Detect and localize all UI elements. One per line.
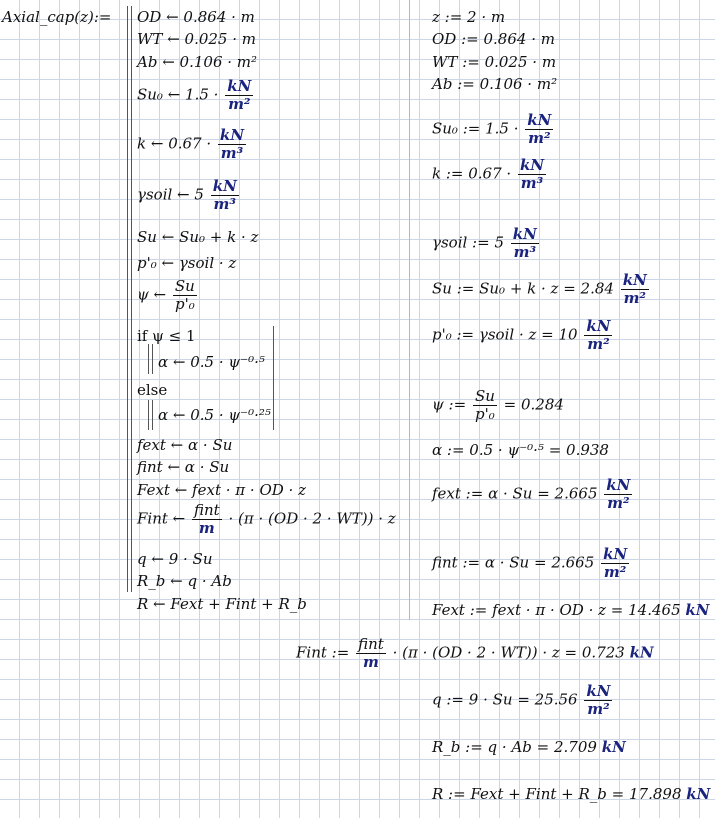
res-wt[interactable]: WT := 0.025 · m	[432, 53, 557, 71]
if-branch-bar-1	[148, 344, 149, 374]
res-psi-rhs: = 0.284	[503, 395, 564, 414]
res-gamma[interactable]	[432, 226, 541, 261]
res-Fint-rhs: · (π · (OD · 2 · WT)) · z = 0.723	[392, 643, 625, 662]
unit-den: m²	[528, 129, 551, 147]
res-fext[interactable]	[432, 477, 634, 512]
if-block-bar	[273, 326, 274, 430]
res-r-unit: kN	[686, 785, 711, 803]
res-r[interactable]	[432, 785, 710, 803]
res-gamma-lhs: γsoil := 5	[432, 233, 504, 252]
unit-den: m²	[587, 700, 610, 718]
prog-k-lhs: k ← 0.67 ·	[137, 134, 212, 153]
res-su[interactable]	[432, 272, 651, 307]
unit-den: m²	[623, 289, 647, 307]
prog-k-unit	[218, 127, 246, 162]
unit-num: kN	[512, 225, 537, 243]
prog-ab[interactable]: Ab ← 0.106 · m²	[137, 53, 258, 71]
res-su0-lhs: Su₀ := 1.5 ·	[432, 119, 519, 138]
res-fint-unit	[601, 546, 629, 581]
prog-r[interactable]: R ← Fext + Fint + R_b	[137, 595, 307, 613]
res-Fint-lhs: Fint :=	[296, 643, 350, 662]
prog-q[interactable]: q ← 9 · Su	[137, 550, 213, 568]
res-pp-lhs: p'₀ := γsoil · z = 10	[432, 325, 578, 344]
frac-num: fint	[194, 501, 220, 519]
prog-su0-lhs: Su₀ ← 1.5 ·	[137, 85, 219, 104]
prog-gamma-lhs: γsoil ← 5	[137, 185, 204, 204]
function-definition[interactable]: Axial_cap(z):=	[2, 8, 112, 26]
unit-num: kN	[586, 682, 611, 700]
prog-fint[interactable]: fint ← α · Su	[137, 458, 230, 476]
prog-Fint-rhs: · (π · (OD · 2 · WT)) · z	[228, 509, 396, 528]
region-divider	[409, 0, 410, 620]
frac-den: m	[198, 519, 215, 537]
res-fext-lhs: fext := α · Su = 2.665	[432, 484, 598, 503]
res-Fint-frac	[356, 636, 386, 671]
prog-if[interactable]: if ψ ≤ 1	[137, 327, 196, 345]
unit-den: m²	[587, 335, 610, 353]
res-Fext-unit: kN	[685, 601, 710, 619]
res-q[interactable]	[432, 683, 614, 718]
res-su-unit	[621, 272, 649, 307]
unit-num: kN	[622, 271, 647, 289]
unit-num: kN	[527, 111, 552, 129]
res-pp-unit	[584, 318, 612, 353]
unit-den: m²	[603, 563, 627, 581]
prog-psi[interactable]	[137, 278, 199, 313]
res-gamma-unit	[511, 226, 539, 261]
unit-num: kN	[219, 126, 245, 144]
res-su0[interactable]	[432, 112, 555, 147]
res-Fext[interactable]	[432, 601, 710, 619]
res-rb[interactable]	[432, 738, 626, 756]
unit-num: kN	[606, 476, 631, 494]
frac-num: fint	[358, 635, 384, 653]
res-fint-lhs: fint := α · Su = 2.665	[432, 553, 595, 572]
res-ab[interactable]: Ab := 0.106 · m²	[432, 75, 558, 93]
prog-Fint[interactable]	[137, 502, 396, 537]
res-psi-frac	[473, 388, 497, 423]
res-fint[interactable]	[432, 546, 631, 581]
prog-su0-unit	[225, 78, 253, 113]
prog-psi-frac	[173, 278, 197, 313]
prog-Fint-frac	[192, 502, 222, 537]
prog-su[interactable]: Su ← Su₀ + k · z	[137, 228, 259, 246]
frac-den: p'₀	[475, 405, 495, 423]
res-rb-unit: kN	[601, 738, 626, 756]
frac-den: p'₀	[174, 295, 195, 313]
unit-den: m³	[513, 243, 537, 261]
prog-gamma[interactable]	[137, 178, 241, 213]
unit-den: m³	[520, 174, 544, 192]
prog-alpha-if[interactable]: α ← 0.5 · ψ⁻⁰·⁵	[158, 353, 265, 371]
unit-num: kN	[519, 156, 545, 174]
frac-den: m	[362, 653, 379, 671]
res-q-lhs: q := 9 · Su = 25.56	[432, 690, 578, 709]
prog-Fint-lhs: Fint ←	[137, 509, 186, 528]
prog-k[interactable]	[137, 127, 248, 162]
unit-num: kN	[212, 177, 237, 195]
res-z[interactable]: z := 2 · m	[432, 8, 506, 26]
prog-else[interactable]: else	[137, 381, 168, 399]
res-pprime[interactable]	[432, 318, 614, 353]
res-Fext-expr: Fext := fext · π · OD · z = 14.465	[432, 601, 681, 619]
res-alpha[interactable]: α := 0.5 · ψ⁻⁰·⁵ = 0.938	[432, 441, 609, 459]
res-psi-lhs: ψ :=	[432, 395, 467, 414]
else-branch-bar-2	[152, 400, 153, 430]
unit-num: kN	[603, 545, 628, 563]
prog-gamma-unit	[211, 178, 239, 213]
unit-den: m²	[228, 95, 251, 113]
res-k-unit	[518, 157, 546, 192]
prog-fext[interactable]: fext ← α · Su	[137, 436, 233, 454]
prog-pprime[interactable]: p'₀ ← γsoil · z	[137, 254, 237, 272]
unit-num: kN	[586, 317, 611, 335]
program-bar-outer	[127, 6, 128, 592]
program-bar-inner	[131, 6, 132, 592]
prog-wt[interactable]: WT ← 0.025 · m	[137, 30, 256, 48]
res-k[interactable]	[432, 157, 548, 192]
else-branch-bar-1	[148, 400, 149, 430]
res-r-expr: R := Fext + Fint + R_b = 17.898	[432, 785, 682, 803]
unit-den: m³	[213, 195, 236, 213]
prog-su0[interactable]	[137, 78, 255, 113]
prog-Fext[interactable]: Fext ← fext · π · OD · z	[137, 481, 306, 499]
res-od[interactable]: OD := 0.864 · m	[432, 30, 555, 48]
res-su0-unit	[525, 112, 553, 147]
res-q-unit	[584, 683, 612, 718]
res-k-lhs: k := 0.67 ·	[432, 164, 512, 183]
res-Fint[interactable]	[296, 636, 654, 671]
unit-den: m²	[607, 494, 630, 512]
res-psi[interactable]	[432, 388, 564, 423]
prog-alpha-else[interactable]: α ← 0.5 · ψ⁻⁰·²⁵	[158, 406, 271, 424]
prog-od[interactable]: OD ← 0.864 · m	[137, 8, 255, 26]
if-branch-bar-2	[152, 344, 153, 374]
res-rb-expr: R_b := q · Ab = 2.709	[432, 738, 597, 756]
res-fext-unit	[604, 477, 632, 512]
frac-num: Su	[474, 387, 495, 405]
unit-den: m³	[220, 144, 244, 162]
res-Fint-unit: kN	[629, 643, 654, 662]
prog-rb[interactable]: R_b ← q · Ab	[137, 572, 232, 590]
unit-num: kN	[227, 77, 252, 95]
res-su-lhs: Su := Su₀ + k · z = 2.84	[432, 279, 614, 298]
prog-psi-lhs: ψ ←	[137, 285, 167, 304]
frac-num: Su	[174, 277, 195, 295]
